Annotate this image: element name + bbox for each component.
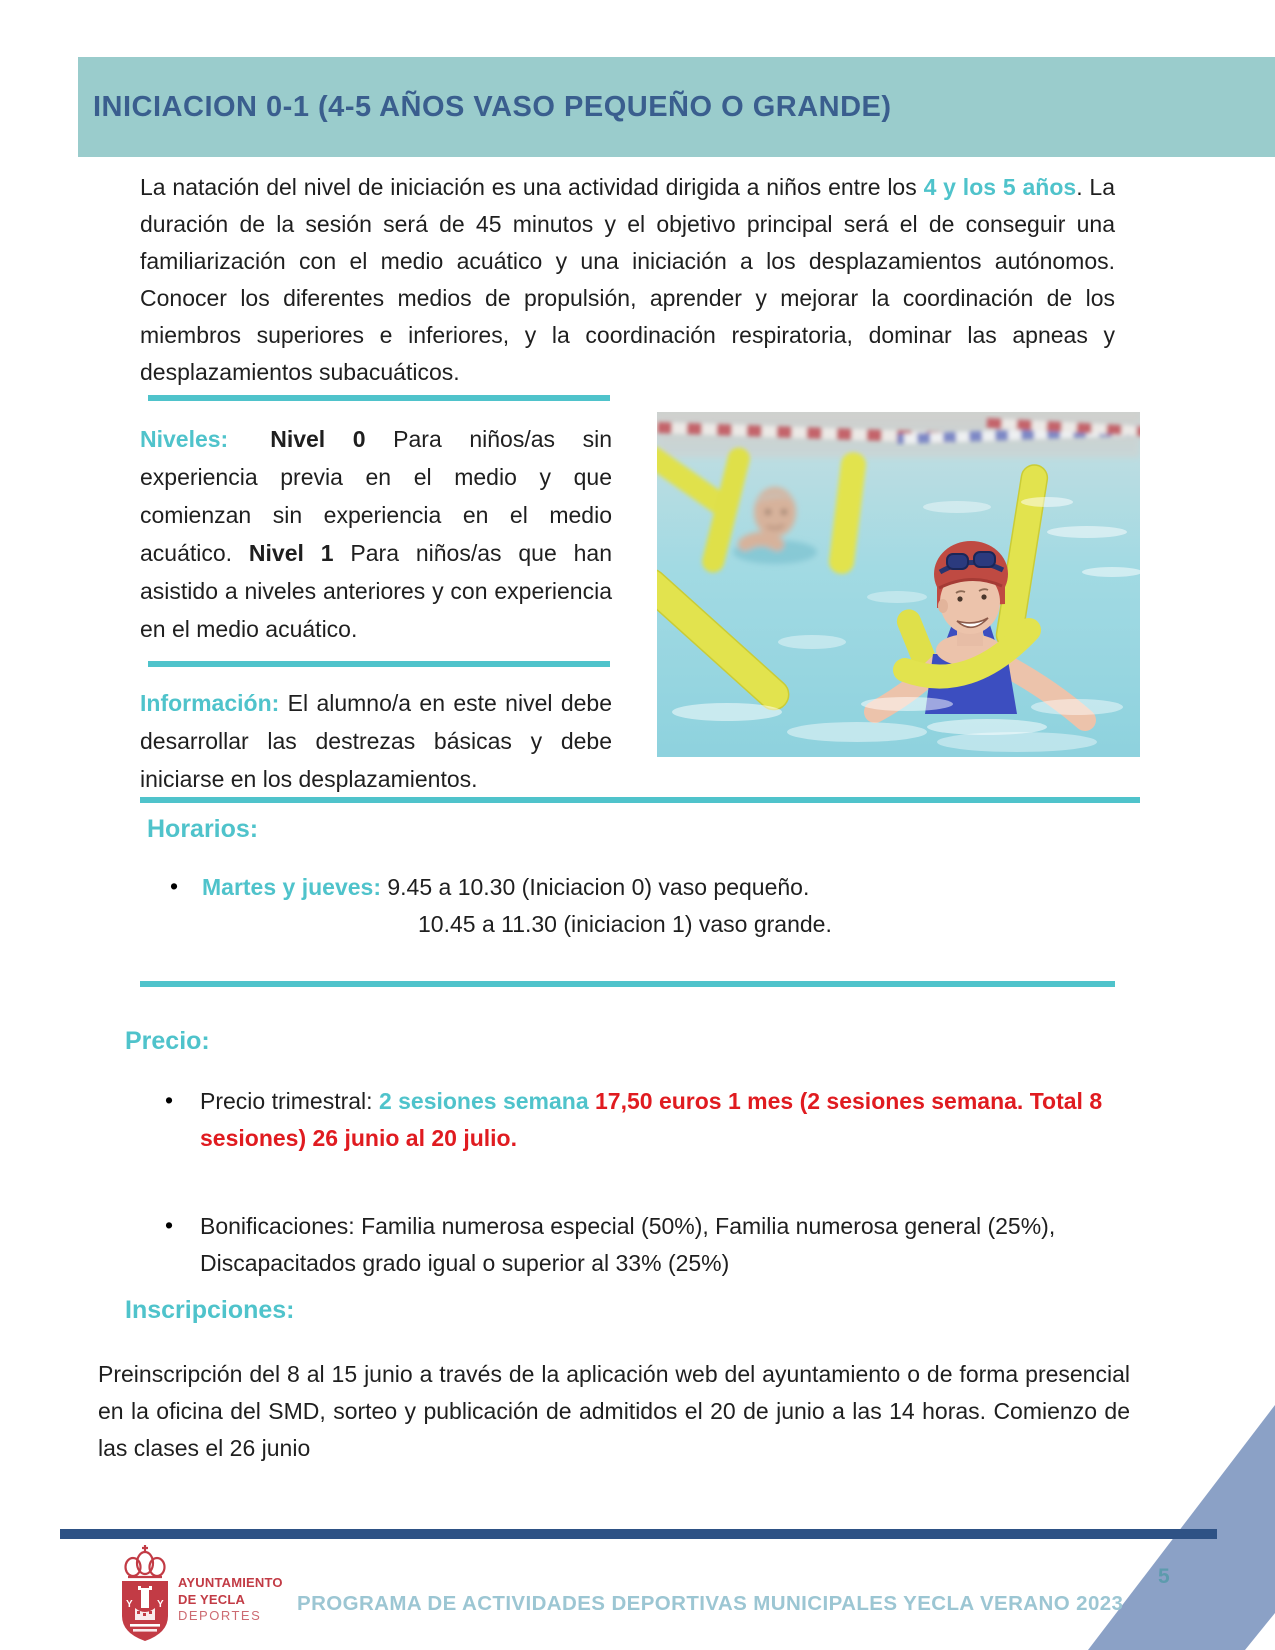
intro-paragraph <box>140 169 1115 391</box>
informacion-text: El alumno/a en este nivel debe desarrollar las destrezas básicas y debe iniciarse en los desplazamientos. <box>140 690 612 792</box>
nivel1-text: Para niños/as que han asistido a niveles anteriores y con experiencia en el medio acuático. <box>140 540 613 642</box>
intro-text-pre: La natación del nivel de iniciación es una actividad dirigida a niños entre los <box>140 174 924 200</box>
divider-informacion <box>148 661 610 667</box>
nivel0-text: Para niños/as sin experiencia previa en el medio y que comienzan sin experiencia en el medio acuático. <box>140 426 612 566</box>
inscripciones-heading: Inscripciones: <box>125 1296 295 1324</box>
divider-horarios-precio <box>140 981 1115 987</box>
precio-bonificaciones: Bonificaciones: Familia numerosa especial (50%), Familia numerosa general (25%), Discapacitados grado igual o superior al 33% (25%) <box>200 1213 1056 1276</box>
informacion-label: Información: <box>140 690 280 716</box>
logo-line-deportes: DEPORTES <box>178 1608 262 1623</box>
bullet-precio-2: • <box>165 1212 174 1238</box>
inscripciones-paragraph: Preinscripción del 8 al 15 junio a través de la aplicación web del ayuntamiento o de forma presencial en la oficina del SMD, sorteo y publicación de admitidos el 20 de junio a las 14 horas. Comienzo de las clases el 26 junio <box>98 1361 1130 1461</box>
yecla-shield-icon <box>121 1580 169 1642</box>
page-number: 5 <box>1158 1565 1170 1588</box>
horarios-days: Martes y jueves: <box>202 874 381 900</box>
logo-line-ayuntamiento: AYUNTAMIENTO <box>178 1575 283 1590</box>
informacion-paragraph <box>140 684 612 798</box>
footer-bar <box>60 1529 1217 1539</box>
pool-photo-illustration <box>657 412 1140 757</box>
pool-photo <box>657 412 1140 757</box>
horarios-schedule-line1 <box>202 869 1122 906</box>
precio-sesiones: 2 sesiones semana <box>378 1088 596 1114</box>
footer-program-title: PROGRAMA DE ACTIVIDADES DEPORTIVAS MUNICIPALES YECLA VERANO 2023 <box>297 1592 1124 1615</box>
intro-text-post: . La duración de la sesión será de 45 minutos y el objetivo principal será el de conseguir una familiarización con el medio acuático y una iniciación a los desplazamientos autónomos. Conocer los diferentes medios de propulsión, aprender y mejorar la coordinación de los miembros superiores e inferiores, y la coordinación respiratoria, dominar las apneas y desplazamientos subacuáticos. <box>140 174 1115 385</box>
precio-trimestral <box>200 1083 1118 1157</box>
niveles-paragraph <box>140 420 612 648</box>
precio-plain: Precio trimestral: <box>200 1088 379 1114</box>
bullet-precio-1: • <box>165 1087 174 1113</box>
page-title: INICIACION 0-1 (4-5 AÑOS VASO PEQUEÑO O GRANDE) <box>93 90 892 123</box>
horarios-schedule-line2: 10.45 a 11.30 (iniciacion 1) vaso grande. <box>418 911 832 937</box>
horarios-time1: 9.45 a 10.30 (Iniciacion 0) vaso pequeño. <box>380 874 810 900</box>
nivel1-label: Nivel 1 <box>248 540 334 566</box>
header-banner <box>78 57 1275 157</box>
precio-importe: 17,50 euros 1 mes (2 sesiones semana. Total 8 sesiones) 26 junio al 20 julio. <box>200 1088 1103 1151</box>
divider-niveles <box>148 395 610 401</box>
horarios-heading: Horarios: <box>147 815 259 843</box>
divider-under-photo <box>140 797 1140 803</box>
nivel0-label: Nivel 0 <box>270 426 366 452</box>
logo-wordmark <box>178 1575 283 1625</box>
niveles-label: Niveles: <box>140 426 229 452</box>
precio-heading: Precio: <box>125 1027 210 1055</box>
logo-line-de-yecla: DE YECLA <box>178 1591 246 1607</box>
intro-age-highlight: 4 y los 5 años <box>923 174 1077 200</box>
bullet-horarios: • <box>170 873 179 899</box>
svg-text:Y: Y <box>157 1599 164 1610</box>
crown-icon <box>122 1544 168 1580</box>
svg-text:Y: Y <box>126 1599 133 1610</box>
